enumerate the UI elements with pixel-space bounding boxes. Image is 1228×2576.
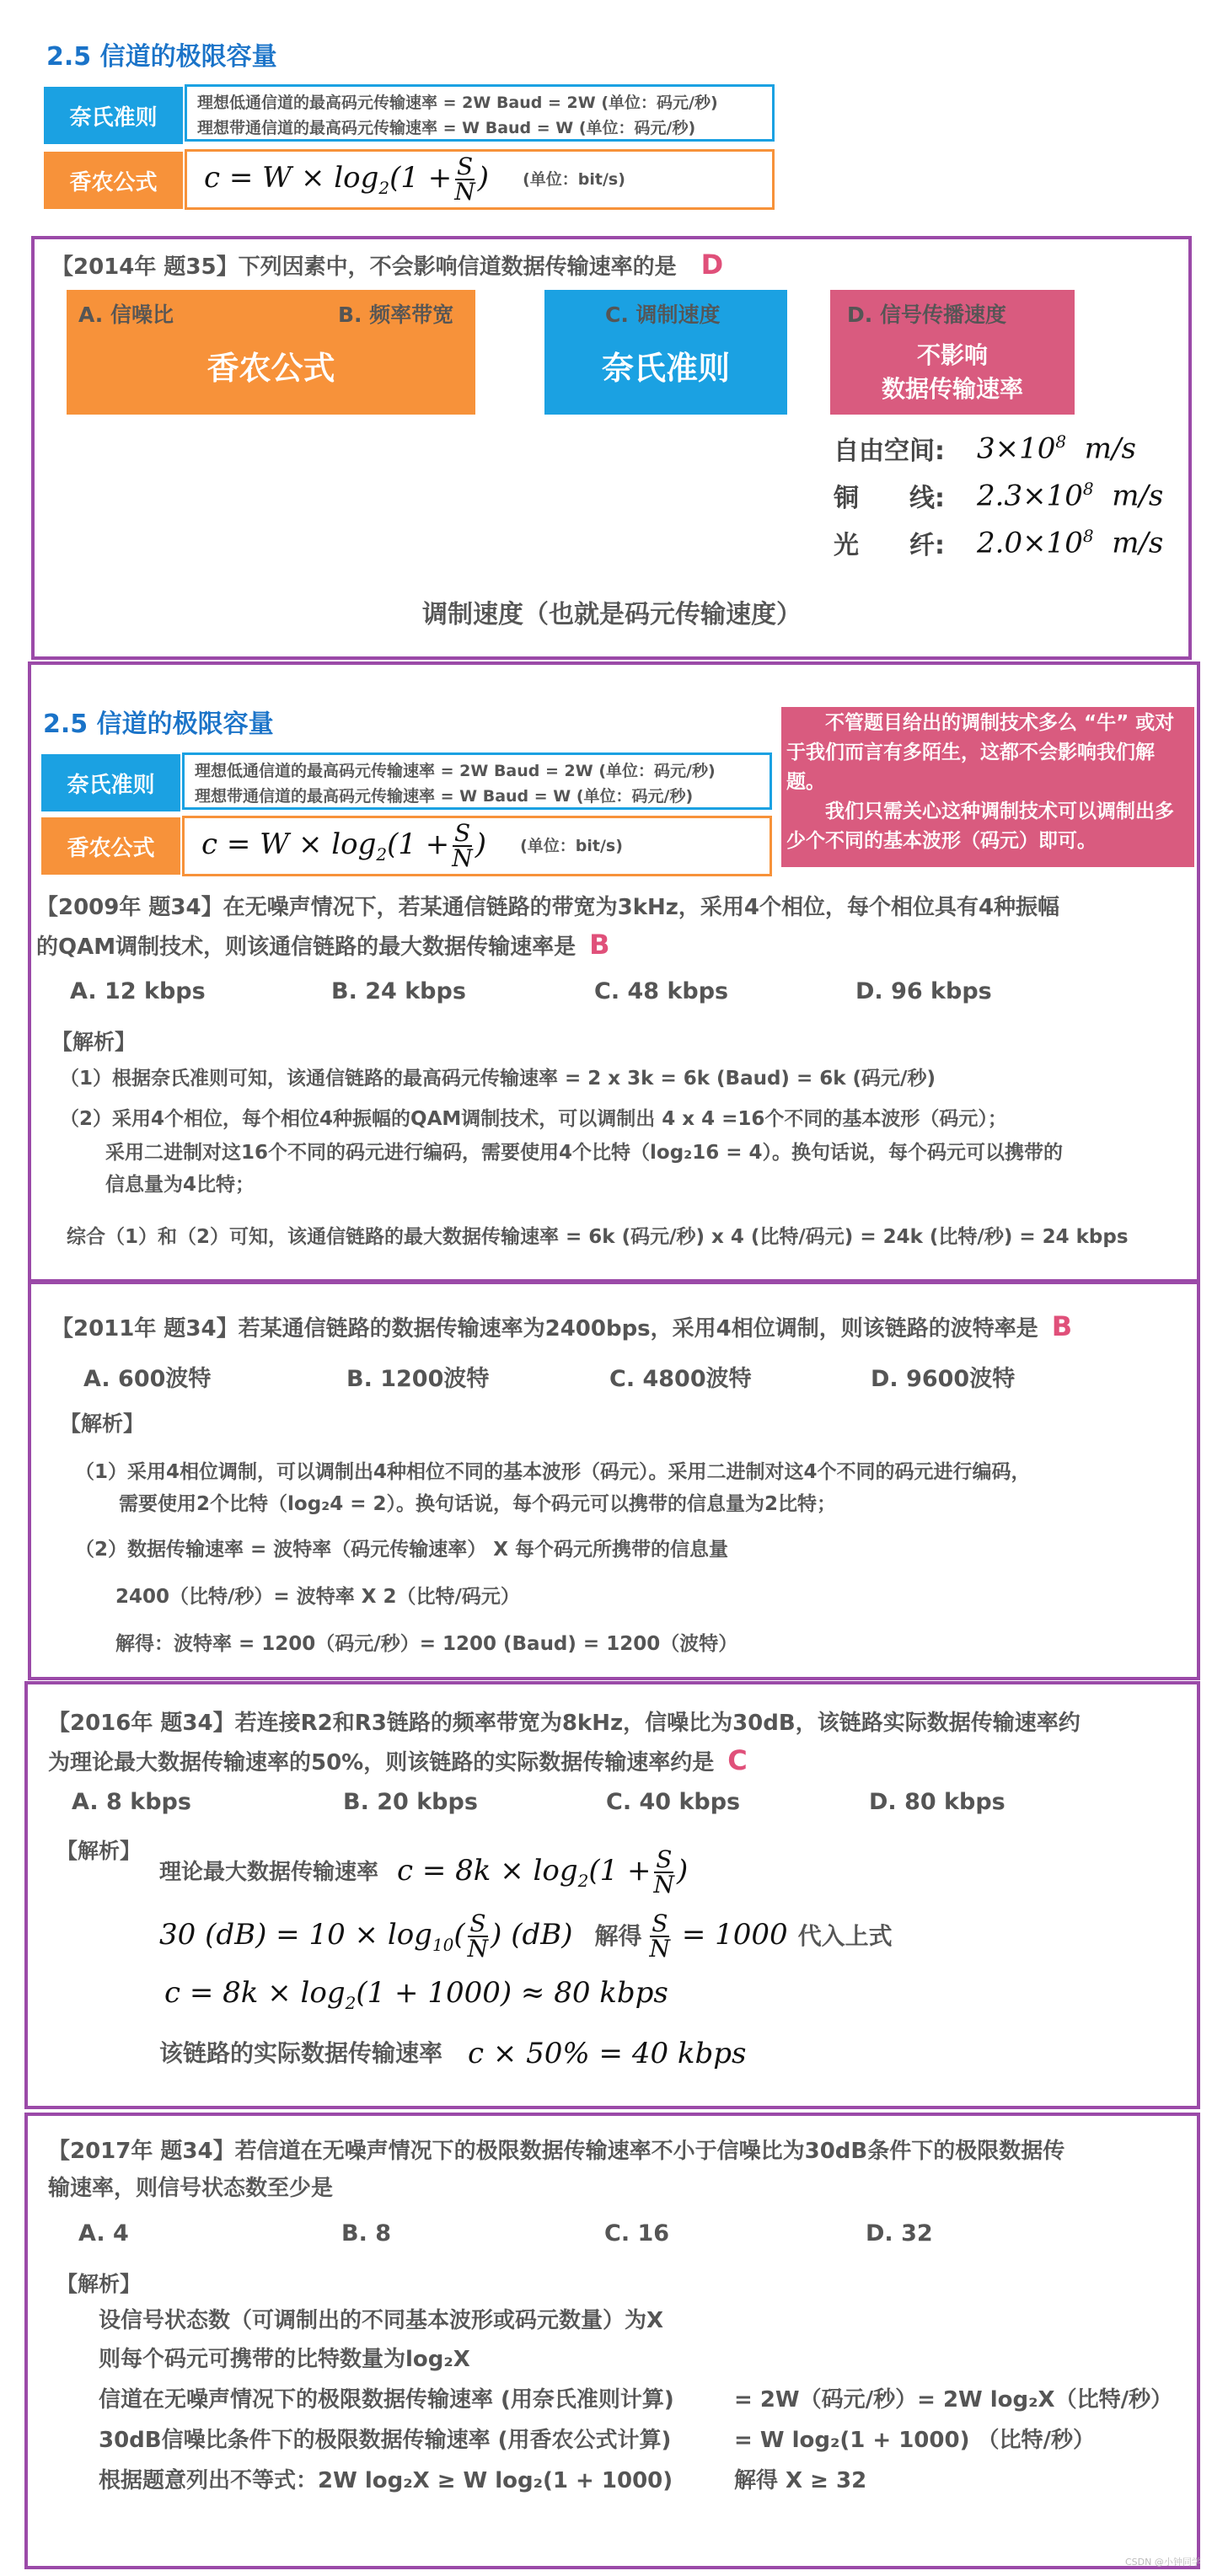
q2017-analysis-label: 【解析】 <box>56 2272 142 2296</box>
shannon-box <box>185 149 775 210</box>
q2017-option-d: D. 32 <box>866 2220 933 2247</box>
q2017-option-a: A. 4 <box>78 2220 129 2247</box>
q2014-question: 【2014年 题35】下列因素中，不会影响信道数据传输速率的是 D <box>51 249 724 281</box>
q2011-option-d: D. 9600波特 <box>871 1366 1016 1392</box>
nyquist-tag-label: 奈氏准则 <box>69 104 158 131</box>
q2017-line-4b: = W log₂(1 + 1000) （比特/秒） <box>734 2428 1095 2453</box>
q2009-answer: B <box>589 929 610 961</box>
speed-row: 铜 线: $2.3\times 10^8$ m/s <box>834 478 1164 513</box>
nyquist-tag <box>44 87 183 144</box>
panel-2014 <box>31 236 1192 660</box>
q2009-analysis-label: 【解析】 <box>51 1030 137 1054</box>
q2014-speed-card <box>830 290 1075 415</box>
q2009-step-1: （1）根据奈氏准则可知，该通信链路的最高码元传输速率 = 2 x 3k = 6k (Baud) = 6k (码元/秒) <box>60 1068 936 1090</box>
q2014-no-effect-1: 不影响 <box>916 341 988 369</box>
q2017-option-b: B. 8 <box>341 2220 392 2247</box>
q2014-answer: D <box>700 249 724 281</box>
q2014-shannon-card <box>67 290 475 415</box>
watermark: CSDN @小钟同学 <box>1125 2557 1201 2568</box>
q2009-summary: 综合（1）和（2）可知，该通信链路的最大数据传输速率 = 6k (码元/秒) x 4 (比特/码元) = 24k (比特/秒) = 24 kbps <box>67 1226 1129 1248</box>
panel-2011 <box>28 1281 1200 1680</box>
nyquist-line-2: 理想带通信道的最高码元传输速率 = W Baud = W (单位：码元/秒) <box>197 119 696 137</box>
q2009-step-2a: （2）采用4个相位，每个相位4种振幅的QAM调制技术，可以调制出 4 x 4 =16个不同的基本波形（码元）； <box>60 1108 1007 1130</box>
q2009-nyquist-tag: 奈氏准则 <box>41 754 180 811</box>
q2016-question: 【2016年 题34】若连接R2和R3链路的频率带宽为8kHz，信噪比为30dB，该链路实际数据传输速率约 为理论最大数据传输速率的50%，则该链路的实际数据传输速率约是 C <box>48 1711 1081 1776</box>
shannon-tag-label: 香农公式 <box>69 169 158 195</box>
q2016-formula-1: 理论最大数据传输速率 $c = 8k \times \log_2(1$ + $\frac{S}{N}$ ) <box>159 1845 689 1899</box>
q2016-formula-4: 该链路的实际数据传输速率 c × 50% = 40 kbps <box>159 2037 747 2070</box>
q2009-option-b: B. 24 kbps <box>331 978 466 1004</box>
page-title: 2.5 信道的极限容量 <box>46 42 277 72</box>
q2011-step-3: 2400（比特/秒）= 波特率 X 2（比特/码元） <box>115 1586 520 1608</box>
q2009-option-c: C. 48 kbps <box>594 978 729 1004</box>
q2014-nyquist-text: 奈氏准则 <box>601 350 730 387</box>
q2011-option-b: B. 1200波特 <box>346 1366 490 1392</box>
q2017-line-3a: 信道在无噪声情况下的极限数据传输速率 (用奈氏准则计算) <box>99 2387 674 2413</box>
q2011-option-a: A. 600波特 <box>83 1366 212 1392</box>
q2011-step-1b: 需要使用2个比特（log₂4 = 2）。换句话说，每个码元可以携带的信息量为2比特； <box>119 1493 837 1515</box>
q2016-answer: C <box>727 1744 748 1776</box>
q2014-speed-list <box>834 425 1163 566</box>
q2016-option-b: B. 20 kbps <box>343 1789 478 1815</box>
q2014-no-effect-2: 数据传输速率 <box>881 375 1023 403</box>
q2009-title: 2.5 信道的极限容量 <box>43 710 274 739</box>
q2011-step-1a: （1）采用4相位调制，可以调制出4种相位不同的基本波形（码元）。采用二进制对这4个不同的码元进行编码， <box>75 1461 1031 1483</box>
q2016-formula-2: 30 $(dB) = 10 \times \log_{10}$( $\frac{S}{N}$ ) (dB) 解得 $\frac{S}{N}$ = 1000 代入上式 <box>159 1909 893 1963</box>
q2009-callout: 不管题目给出的调制技术多么 “牛” 或对于我们而言有多陌生，这都不会影响我们解题。 我们只需关心这种调制技术可以调制出多少个不同的基本波形（码元）即可。 <box>781 707 1194 867</box>
q2009-shannon-formula: $c = W \times \log_2(1$ + $\frac{S}{N}$ ) <box>201 819 487 872</box>
q2009-nyquist-box: 理想低通信道的最高码元传输速率 = 2W Baud = 2W (单位：码元/秒) 理想带通信道的最高码元传输速率 = W Baud = W (单位：码元/秒) <box>182 752 772 810</box>
q2017-line-3b: = 2W（码元/秒）= 2W log₂X（比特/秒） <box>734 2387 1173 2413</box>
q2009-step-2b: 采用二进制对这16个不同的码元进行编码，需要使用4个比特（log₂16 = 4）。换句话说，每个码元可以携带的 <box>105 1142 1064 1164</box>
panel-2017 <box>24 2113 1200 2569</box>
q2017-line-1: 设信号状态数（可调制出的不同基本波形或码元数量）为X <box>99 2308 664 2333</box>
q2017-line-2: 则每个码元可携带的比特数量为log₂X <box>99 2347 470 2372</box>
q2009-step-2c: 信息量为4比特； <box>105 1174 255 1196</box>
q2009-shannon-tag: 香农公式 <box>41 817 180 875</box>
q2014-opt-c: C. 调制速度 <box>605 303 721 327</box>
panel-2016 <box>24 1681 1200 2109</box>
q2017-line-4a: 30dB信噪比条件下的极限数据传输速率 (用香农公式计算) <box>99 2428 672 2453</box>
q2016-formula-3: $c = 8k \times \log_2(1 + 1000) \approx 80$ kbps <box>164 1976 668 2013</box>
q2011-option-c: C. 4800波特 <box>609 1366 752 1392</box>
q2011-analysis-label: 【解析】 <box>60 1411 145 1436</box>
q2009-option-a: A. 12 kbps <box>70 978 206 1004</box>
q2014-nyquist-card <box>544 290 787 415</box>
q2009-option-d: D. 96 kbps <box>855 978 992 1004</box>
speed-row: 光 纤: $2.0\times 10^8$ m/s <box>834 525 1164 560</box>
q2017-line-5b: 解得 X ≥ 32 <box>734 2468 867 2493</box>
q2011-step-4: 解得：波特率 = 1200（码元/秒）= 1200 (Baud) = 1200（波特） <box>115 1633 738 1655</box>
nyquist-line-1: 理想低通信道的最高码元传输速率 = 2W Baud = 2W (单位：码元/秒) <box>197 94 718 112</box>
q2011-answer: B <box>1051 1310 1073 1342</box>
q2017-line-5a: 根据题意列出不等式：2W log₂X ≥ W log₂(1 + 1000) <box>99 2468 673 2493</box>
q2014-shannon-text: 香农公式 <box>206 350 335 387</box>
q2017-option-c: C. 16 <box>604 2220 670 2247</box>
q2016-option-a: A. 8 kbps <box>72 1789 191 1815</box>
q2014-note: 调制速度（也就是码元传输速度） <box>422 600 802 629</box>
q2016-option-c: C. 40 kbps <box>606 1789 741 1815</box>
q2016-option-d: D. 80 kbps <box>869 1789 1005 1815</box>
q2009-shannon-box: $c = W \times \log_2(1$ + $\frac{S}{N}$ ) (单位：bit/s) <box>182 816 772 876</box>
q2014-opt-d: D. 信号传播速度 <box>847 303 1006 327</box>
q2011-step-2: （2）数据传输速率 = 波特率（码元传输速率） X 每个码元所携带的信息量 <box>75 1539 729 1561</box>
shannon-formula: $c = W \times \log_2(1$ + $\frac{S}{N}$ ) <box>204 153 490 206</box>
q2014-opt-a: A. 信噪比 <box>78 303 174 327</box>
q2009-question: 【2009年 题34】在无噪声情况下，若某通信链路的带宽为3kHz，采用4个相位，每个相位具有4种振幅 的QAM调制技术，则该通信链路的最大数据传输速率是 B <box>36 895 1060 961</box>
q2014-opt-b: B. 频率带宽 <box>338 303 454 327</box>
shannon-tag <box>44 152 183 209</box>
q2016-analysis-label: 【解析】 <box>56 1839 142 1863</box>
speed-row: 自由空间: $3\times 10^8$ m/s <box>834 431 1136 466</box>
panel-2009 <box>28 661 1200 1283</box>
q2017-question: 【2017年 题34】若信道在无噪声情况下的极限数据传输速率不小于信噪比为30dB条件下的极限数据传 输速率，则信号状态数至少是 <box>48 2139 1065 2201</box>
q2011-question: 【2011年 题34】若某通信链路的数据传输速率为2400bps，采用4相位调制，则该链路的波特率是 B <box>51 1310 1073 1342</box>
shannon-unit: (单位：bit/s) <box>523 170 625 189</box>
nyquist-box <box>185 84 775 142</box>
